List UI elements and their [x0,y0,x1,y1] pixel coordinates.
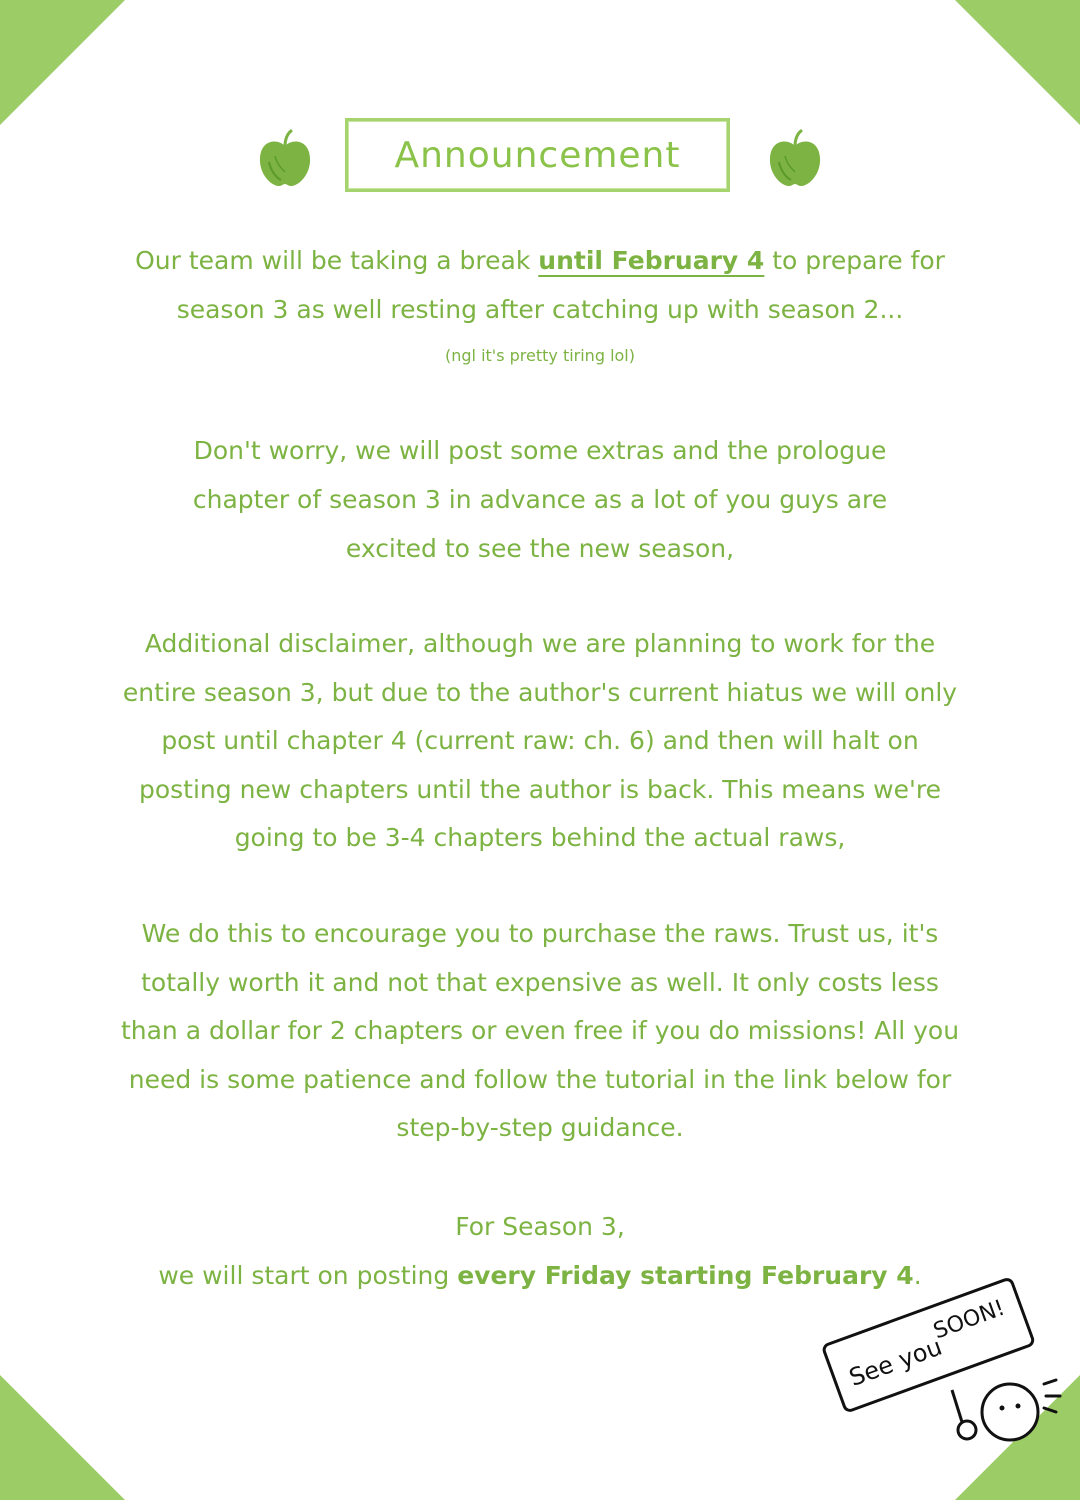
paragraph-disclaimer: Additional disclaimer, although we are planning to work for the entire season 3, but due to the author's current hiatus we will only post until chapter 4 (current raw: ch. 6) and then will halt on posting new chapters until the author is back. This means we're going to be 3-4 chapters behind the actual raws, [122,629,958,852]
paragraph1-before: Our team will be taking a break [135,246,539,275]
season-line2-after: . [913,1261,922,1290]
paragraph1-highlight: until February 4 [538,246,765,275]
season-line2-before: we will start on posting [158,1261,458,1290]
paragraph1-after: to prepare for season 3 as well resting after catching up with season 2... [176,246,945,324]
corner-decoration-top-right [955,0,1080,125]
season-line1: For Season 3, [455,1212,625,1241]
title-box [345,118,730,192]
corner-decoration-top-left [0,0,125,125]
sticker-line1: See you [845,1332,946,1392]
season-line2-bold: every Friday starting February 4 [457,1261,914,1290]
apple-icon [255,128,315,190]
apple-icon [765,128,825,190]
see-you-soon-sticker [812,1272,1072,1472]
header [0,118,1080,198]
aside-note: (ngl it's pretty tiring lol) [445,346,635,365]
sticker-line2: SOON! [930,1295,1009,1345]
page-title: Announcement [394,134,681,176]
paragraph-break-notice [120,236,960,334]
corner-decoration-bottom-left [0,1375,125,1500]
paragraph-extras: Don't worry, we will post some extras and the prologue chapter of season 3 in advance as a lot of you guys are excited to see the new season, [192,436,888,563]
paragraph-purchase: We do this to encourage you to purchase the raws. Trust us, it's totally worth it and not that expensive as well. It only costs less than a dollar for 2 chapters or even free if you do missions! All you need is some patience and follow the tutorial in the link below for step-by-step guidance. [120,919,960,1142]
